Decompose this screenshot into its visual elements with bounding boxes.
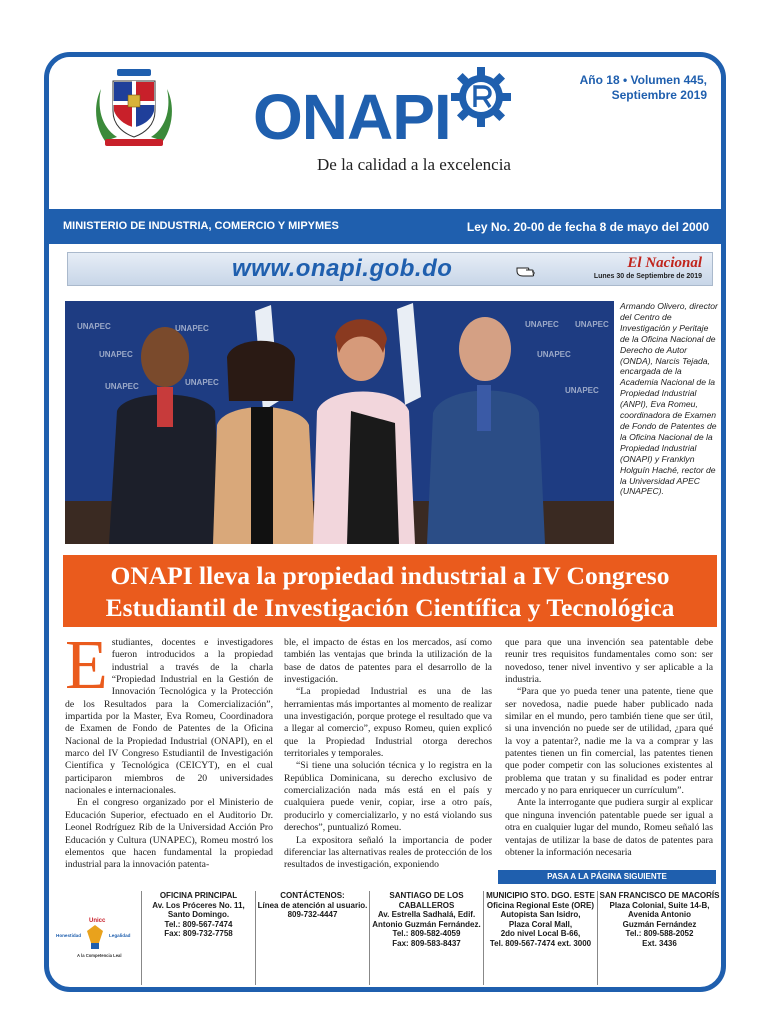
badge-text: Unicc — [89, 918, 106, 924]
article-paragraph: “Si tiene una solución técnica y lo registra en la República Dominicana, su derecho exclusivo de comercialización nada más está en el país y cualquiera puede venir, copiar, irse a otro país, producirlo y comercializarlo, y no está violando sus derechos”, puntualizó Romeu. — [284, 760, 492, 834]
office-sto-dgo-este — [483, 891, 597, 985]
law-reference: Ley No. 20-00 de fecha 8 de mayo del 2000 — [466, 220, 709, 234]
office-line: Tel. 809-567-7474 ext. 3000 — [489, 938, 592, 948]
ministry-bar — [49, 209, 721, 244]
article-column-3 — [505, 637, 713, 859]
office-line: Fax: 809-732-7758 — [164, 929, 233, 939]
office-line: Ext. 3436 — [642, 938, 677, 948]
issue-info — [580, 73, 707, 103]
registered-gear-icon — [449, 65, 513, 129]
office-line: Tel.: 809-567-7474 — [164, 919, 233, 929]
banner-text: UNAPEC — [175, 324, 209, 333]
banner-text: UNAPEC — [77, 322, 111, 331]
group-photo-illustration — [65, 301, 614, 544]
banner-text: UNAPEC — [525, 320, 559, 329]
badge-text: A la Competencia Leal — [77, 953, 122, 958]
headline-line-2: Estudiantil de Investigación Científica y Tecnológica — [105, 593, 675, 622]
coat-of-arms-icon — [95, 67, 173, 147]
ethics-badge-icon — [55, 915, 135, 961]
banner-text: UNAPEC — [537, 350, 571, 359]
office-line: 809-732-4447 — [287, 910, 338, 920]
onapi-logo: ONAPI — [253, 81, 451, 153]
banner-text: UNAPEC — [565, 386, 599, 395]
article-paragraph: “La propiedad Industrial es una de las herramientas más importantes al momento de realizar una investigación, porque protege el resultado que va a llegar al comercio”, expuso Romeu, quien explicó que la Propiedad Industrial otorga derechos territoriales y temporales. — [284, 686, 492, 760]
article-paragraph: En el congreso organizado por el Ministerio de Educación Superior, efectuado en el Auditorio Dr. Leonel Rodríguez Rib de la Universidad Acción Pro Educación y Cultura (UNAPEC), Romeu mostró los elementos que hacen fundamental la propiedad industrial para la innovación patenta- — [65, 797, 273, 871]
newspaper-date: Lunes 30 de Septiembre de 2019 — [593, 273, 702, 280]
ethics-badge — [49, 891, 141, 985]
office-san-francisco — [597, 891, 721, 985]
newspaper-name: El Nacional — [627, 255, 702, 271]
photo-caption: Armando Olivero, director del Centro de Investigación y Peritaje de la Oficina Nacional de Derecho de Autor (ONDA), Narcis Tejada, encargada de la Academia Nacional de la Propiedad Industrial (ANPI), Eva Romeu, coordinadora de Examen de Fondo de Patentes de la Oficina Nacional de la Propiedad Industrial (ONAPI) y Franklyn Holguín Haché, rector de la Universidad APEC (UNAPEC). — [620, 301, 718, 497]
office-contact — [255, 891, 369, 985]
banner-text: UNAPEC — [575, 320, 609, 329]
contact-footer — [49, 891, 721, 992]
article-paragraph: que para que una invención sea patentable debe reunir tres requisitos fundamentales como son: ser novedoso, tener nivel inventivo y ser aplicable a la industria. — [505, 637, 713, 686]
masthead — [49, 57, 721, 215]
office-title: MUNICIPIO STO. DGO. ESTE — [486, 891, 595, 900]
article-paragraph — [65, 627, 273, 797]
headline-line-1: ONAPI lleva la propiedad industrial a IV Congreso — [110, 561, 670, 590]
article-paragraph: “Para que yo pueda tener una patente, tiene que ser novedosa, nadie puede haber publicado nada similar en el mundo, pero también tiene que ser útil, si una invención no puede ser de utilidad, ¿para qué la voy a patentar?, nadie me la va a comprar y las patentes tienen un fin comercial, las patentes tienen que poder competir con las soluciones existentes al problema que tratan y su finalidad es poder entrar mercado y no para enriquecer un currículum”. — [505, 686, 713, 797]
issue-date: Septiembre 2019 — [611, 88, 707, 102]
article-column-2 — [284, 637, 492, 872]
slogan: De la calidad a la excelencia — [317, 155, 511, 174]
paragraph-text: studiantes, docentes e investigadores fueron introducidos a la propiedad industrial a través de la charla “Propiedad Industrial en la Gestión de Innovación Tecnológica y la Protección de los Resultados para la Comercialización”, impartida por la Master, Eva Romeu, Coordinadora de Examen de Fondo de Patentes de la Oficina Nacional de la Propiedad Industrial (ONAPI), en el marco del IV Congreso Estudiantil de Investigación Científica y Tecnológica (CEICYT), en el cual participaron miembros de 20 universidades nacionales e internacionales. — [65, 637, 273, 797]
badge-text: Honestidad — [56, 933, 82, 938]
office-line: Avenida Antonio — [628, 910, 691, 920]
office-line: Línea de atención al usuario. — [257, 900, 368, 910]
banner-text: UNAPEC — [99, 350, 133, 359]
continue-next-page-banner: PASA A LA PÁGINA SIGUIENTE — [498, 870, 716, 884]
article-headline — [63, 555, 717, 627]
pointer-hand-icon — [514, 258, 540, 282]
newsletter-page — [44, 52, 726, 992]
office-line: Antonio Guzmán Fernández. — [372, 919, 481, 929]
office-title: SANTIAGO DE LOS CABALLEROS — [389, 891, 464, 910]
office-line: Tel.: 809-582-4059 — [392, 929, 461, 939]
office-main — [141, 891, 255, 985]
article-body — [65, 627, 715, 871]
office-line: Plaza Colonial, Suite 14-B, — [609, 900, 710, 910]
office-line: Plaza Coral Mall, — [508, 919, 573, 929]
office-santiago — [369, 891, 483, 985]
issue-volume: Año 18 • Volumen 445, — [579, 73, 707, 87]
office-line: Av. Los Próceres No. 11, — [152, 900, 245, 910]
office-line: Tel.: 809-588-2052 — [625, 929, 694, 939]
article-paragraph: ble, el impacto de éstas en los mercados, así como también las ventajas que brinda la utilización de la base de datos de patentes para el desarrollo de la investigación. — [284, 637, 492, 686]
article-paragraph: La expositora señaló la importancia de poder diferenciar las alternativas reales de protección de los resultados de investigación, exponiendo — [284, 834, 492, 871]
website-url[interactable]: www.onapi.gob.do — [232, 255, 453, 282]
office-line: Autopista San Isidro, — [500, 910, 581, 920]
office-line: Fax: 809-583-8437 — [392, 938, 461, 948]
office-title: CONTÁCTENOS: — [280, 891, 345, 900]
office-title: SAN FRANCISCO DE MACORÍS — [599, 891, 720, 900]
ministry-name: MINISTERIO DE INDUSTRIA, COMERCIO Y MIPYMES — [63, 220, 339, 232]
office-line: Av. Estrella Sadhalá, Edif. — [377, 910, 476, 920]
banner-text: UNAPEC — [185, 378, 219, 387]
website-strip — [67, 252, 713, 286]
office-line: Guzmán Fernández — [622, 919, 697, 929]
office-line: 2do nivel Local B-66, — [500, 929, 581, 939]
badge-text: Legalidad — [109, 933, 131, 938]
article-column-1 — [65, 627, 273, 872]
event-photo — [65, 301, 614, 544]
banner-text: UNAPEC — [105, 382, 139, 391]
article-paragraph: Ante la interrogante que pudiera surgir al explicar que ninguna invención patentable puede ser igual a otra en cualquier lugar del mundo, Romeu señaló las ventajas de utilizar la base de datos de patentes para obtener la información necesaria — [505, 797, 713, 858]
office-title: OFICINA PRINCIPAL — [159, 891, 238, 900]
drop-cap: E — [65, 627, 108, 704]
office-line: Oficina Regional Este (ORE) — [486, 900, 595, 910]
office-line: Santo Domingo. — [167, 910, 230, 920]
